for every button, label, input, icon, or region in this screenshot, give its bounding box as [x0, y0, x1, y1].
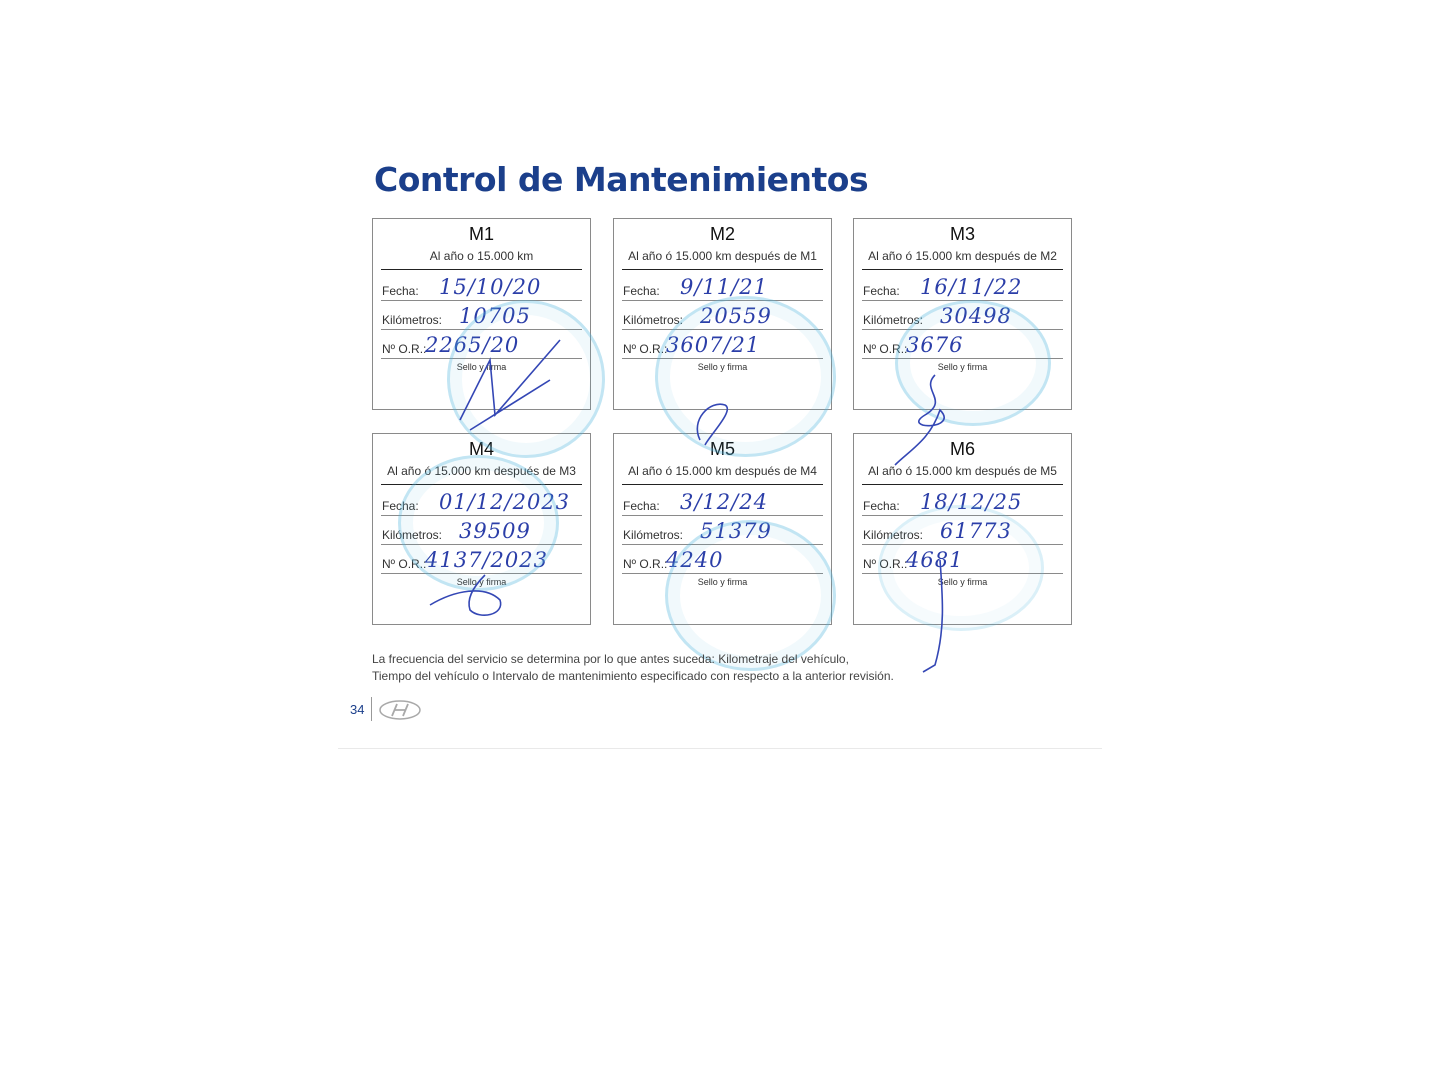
handwritten-km: 30498: [940, 304, 1012, 328]
card-interval: Al año ó 15.000 km después de M5: [868, 464, 1057, 478]
maintenance-card-m3: [853, 218, 1072, 410]
label-fecha: Fecha:: [623, 284, 660, 298]
sello-label: Sello y firma: [937, 362, 988, 372]
label-km: Kilómetros:: [382, 313, 443, 327]
footer-divider: [371, 697, 372, 721]
label-fecha: Fecha:: [382, 284, 419, 298]
row-km: [862, 300, 1063, 330]
divider: [381, 484, 582, 485]
label-or: Nº O.R.:: [382, 342, 427, 356]
handwritten-or: 3676: [906, 333, 964, 357]
handwritten-km: 39509: [459, 519, 531, 543]
row-or: [862, 544, 1063, 574]
label-fecha: Fecha:: [382, 499, 419, 513]
label-or: Nº O.R.:: [863, 342, 908, 356]
label-km: Kilómetros:: [863, 528, 924, 542]
label-fecha: Fecha:: [863, 499, 900, 513]
row-km: [622, 300, 823, 330]
label-km: Kilómetros:: [623, 313, 684, 327]
card-interval: Al año ó 15.000 km después de M2: [868, 249, 1057, 263]
handwritten-fecha: 18/12/25: [920, 490, 1023, 514]
handwritten-or: 4681: [906, 548, 964, 572]
row-km: [862, 515, 1063, 545]
card-code: M1: [468, 224, 494, 244]
row-fecha: [622, 486, 823, 516]
label-km: Kilómetros:: [863, 313, 924, 327]
row-km: [381, 300, 582, 330]
handwritten-fecha: 3/12/24: [680, 490, 768, 514]
maintenance-card-m6: [853, 433, 1072, 625]
row-or: [862, 329, 1063, 359]
divider: [862, 269, 1063, 270]
note-line-1: La frecuencia del servicio se determina por lo que antes suceda: Kilometraje del vehículo,: [372, 652, 849, 666]
row-fecha: [622, 271, 823, 301]
divider: [622, 269, 823, 270]
page-number: 34: [350, 702, 365, 717]
label-or: Nº O.R.:: [623, 557, 668, 571]
row-fecha: [862, 271, 1063, 301]
card-interval: Al año ó 15.000 km después de M4: [628, 464, 817, 478]
row-fecha: [381, 486, 582, 516]
label-or: Nº O.R.:: [382, 557, 427, 571]
page-title: Control de Mantenimientos: [374, 160, 869, 199]
label-km: Kilómetros:: [623, 528, 684, 542]
handwritten-km: 61773: [940, 519, 1012, 543]
note-line-2: Tiempo del vehículo o Intervalo de mantenimiento especificado con respecto a la anterior revisión.: [372, 669, 894, 683]
card-code: M4: [468, 439, 494, 459]
card-code: M6: [949, 439, 975, 459]
maintenance-card-m2: [613, 218, 832, 410]
card-interval: Al año ó 15.000 km después de M1: [628, 249, 817, 263]
page-baseline: [338, 748, 1102, 749]
row-or: [622, 329, 823, 359]
handwritten-km: 51379: [700, 519, 772, 543]
divider: [381, 269, 582, 270]
handwritten-fecha: 15/10/20: [439, 275, 542, 299]
label-or: Nº O.R.:: [623, 342, 668, 356]
handwritten-or: 4137/2023: [425, 548, 548, 572]
label-fecha: Fecha:: [623, 499, 660, 513]
row-or: [381, 329, 582, 359]
frequency-note: [372, 651, 894, 685]
card-code: M2: [709, 224, 735, 244]
card-interval: Al año ó 15.000 km después de M3: [387, 464, 576, 478]
handwritten-fecha: 01/12/2023: [439, 490, 571, 514]
handwritten-or: 2265/20: [425, 333, 520, 357]
sello-label: Sello y firma: [697, 362, 748, 372]
divider: [622, 484, 823, 485]
row-fecha: [381, 271, 582, 301]
card-code: M3: [949, 224, 975, 244]
row-fecha: [862, 486, 1063, 516]
sello-label: Sello y firma: [697, 577, 748, 587]
label-fecha: Fecha:: [863, 284, 900, 298]
handwritten-or: 4240: [666, 548, 724, 572]
handwritten-fecha: 16/11/22: [920, 275, 1023, 299]
hyundai-logo-icon: [378, 699, 422, 721]
maintenance-card-m5: [613, 433, 832, 625]
handwritten-fecha: 9/11/21: [680, 275, 768, 299]
divider: [862, 484, 1063, 485]
sello-label: Sello y firma: [937, 577, 988, 587]
row-km: [381, 515, 582, 545]
label-or: Nº O.R.:: [863, 557, 908, 571]
card-code: M5: [709, 439, 735, 459]
handwritten-or: 3607/21: [666, 333, 761, 357]
maintenance-card-m1: [372, 218, 591, 410]
row-or: [381, 544, 582, 574]
sello-label: Sello y firma: [456, 362, 507, 372]
row-or: [622, 544, 823, 574]
card-interval: Al año o 15.000 km: [429, 249, 534, 263]
label-km: Kilómetros:: [382, 528, 443, 542]
handwritten-km: 20559: [700, 304, 772, 328]
row-km: [622, 515, 823, 545]
maintenance-card-m4: [372, 433, 591, 625]
sello-label: Sello y firma: [456, 577, 507, 587]
handwritten-km: 10705: [459, 304, 531, 328]
